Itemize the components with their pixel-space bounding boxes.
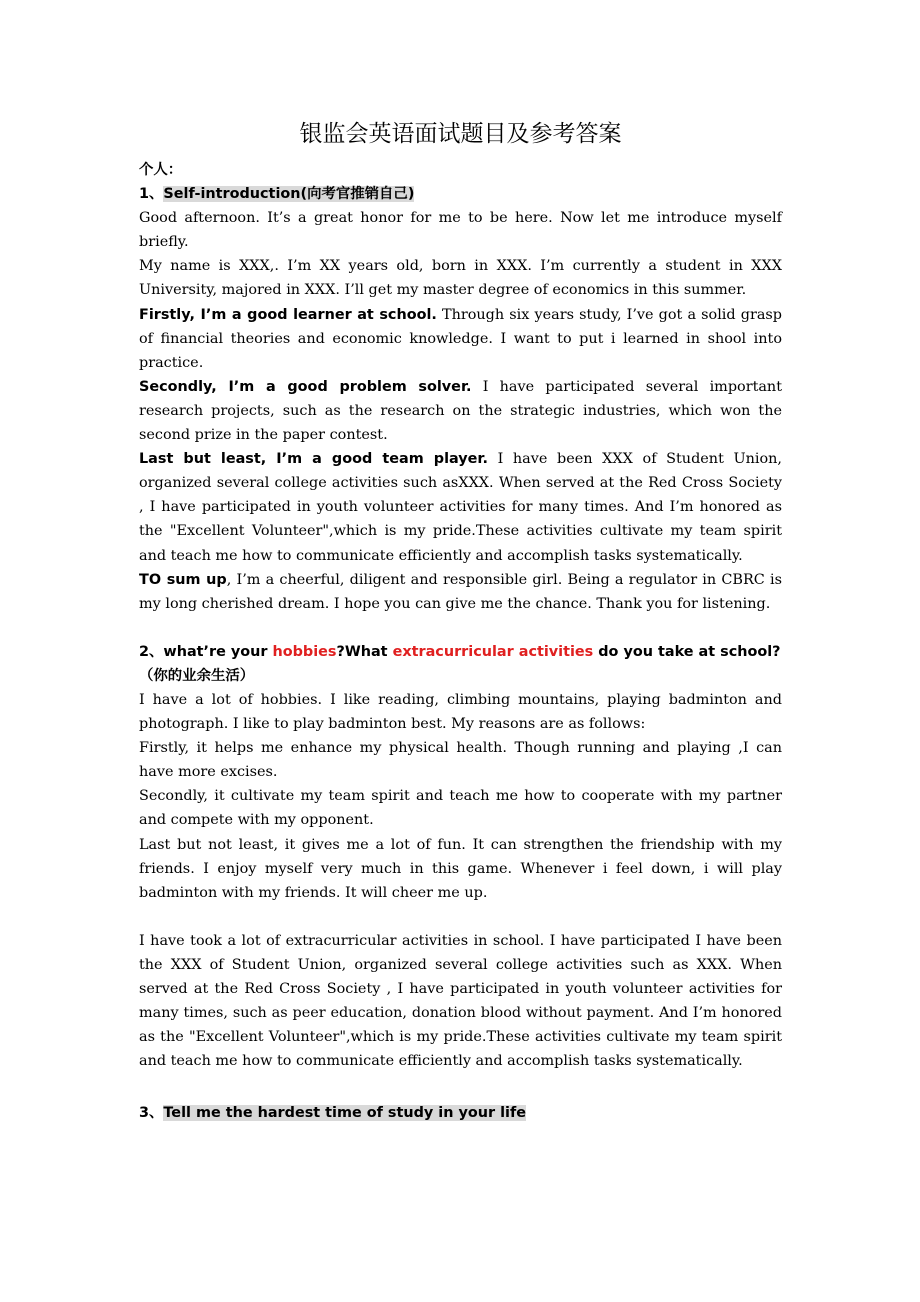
answer-1-paragraph-6-rest: , I’m a cheerful, diligent and responsible girl. Being a regulator in CBRC is my long cherished dream. I hope you can give me the chance. Thank you for listening. bbox=[139, 571, 783, 612]
answer-1-paragraph-1: Good afternoon. It’s a great honor for me to be here. Now let me introduce myself briefly. bbox=[139, 210, 782, 251]
question-2-part-2: ?What bbox=[336, 643, 393, 660]
document-page bbox=[139, 116, 782, 1125]
answer-1-paragraph-5-lead: Last but least, I’m a good team player. bbox=[139, 451, 488, 468]
answer-1-paragraph-6-lead: TO sum up bbox=[139, 571, 227, 588]
answer-2-paragraph-3: Secondly, it cultivate my team spirit and teach me how to cooperate with my partner and compete with my opponent. bbox=[139, 788, 782, 829]
answer-1-paragraph-3-rest: Through six years study, I’ve got a solid grasp of financial theories and economic knowledge. I want to put i learned in shool into practice. bbox=[139, 306, 782, 371]
question-2-extracurricular: extracurricular activities bbox=[392, 643, 594, 660]
answer-1-paragraph-3-lead: Firstly, I’m a good learner at school. bbox=[139, 306, 437, 323]
answer-2-paragraph-5: I have took a lot of extracurricular activities in school. I have participated I have been the XXX of Student Union, organized several college activities such as XXX. When served at the Red Cross Society , I have participated in youth volunteer activities for many times, such as peer education, donation blood without payment. And I’m honored as the "Excellent Volunteer",which is my pride.These activities cultivate my team spirit and teach me how to communicate efficiently and accomplish tasks systematically. bbox=[139, 932, 782, 1070]
question-3-text: Tell me the hardest time of study in your life bbox=[163, 1105, 526, 1122]
answer-2-paragraph-4: Last but not least, it gives me a lot of fun. It can strengthen the friendship with my friends. I enjoy myself very much in this game. Whenever i feel down, i will play badminton with my friends. It will cheer me up. bbox=[139, 836, 782, 901]
spacer bbox=[139, 1073, 782, 1101]
document-title: 银监会英语面试题目及参考答案 bbox=[299, 121, 622, 147]
answer-2-paragraph-2: Firstly, it helps me enhance my physical health. Though running and playing ,I can have more excises. bbox=[139, 740, 782, 781]
answer-1-paragraph-6 bbox=[139, 568, 782, 616]
question-2 bbox=[139, 640, 782, 688]
section-label: 个人： bbox=[139, 162, 183, 178]
question-2-number: 2、 bbox=[139, 643, 164, 660]
spacer bbox=[139, 616, 782, 640]
answer-1-paragraph-4-lead: Secondly, I’m a good problem solver. bbox=[139, 378, 472, 395]
question-2-hobbies: hobbies bbox=[272, 643, 337, 660]
spacer bbox=[139, 905, 782, 929]
question-2-part-1: what’re your bbox=[163, 643, 273, 660]
answer-1-paragraph-4 bbox=[139, 375, 782, 447]
answer-2-paragraph-1: I have a lot of hobbies. I like reading, climbing mountains, playing badminton and photograph. I like to play badminton best. My reasons are as follows: bbox=[139, 691, 782, 733]
answer-1-paragraph-3 bbox=[139, 303, 782, 375]
question-1 bbox=[139, 182, 782, 206]
answer-1-paragraph-5 bbox=[139, 447, 782, 567]
answer-1-paragraph-5-rest: I have been XXX of Student Union, organized several college activities such asXXX. When served at the Red Cross Society , I have participated in youth volunteer activities for many times. And I’m honored as the "Excellent Volunteer",which is my pride.These activities cultivate my team spirit and teach me how to communicate efficiently and accomplish tasks systematically. bbox=[139, 451, 782, 564]
question-3-number: 3、 bbox=[139, 1105, 164, 1122]
question-1-text: Self-introduction(向考官推销自己) bbox=[163, 186, 415, 203]
answer-1-paragraph-2: My name is XXX,. I’m XX years old, born in XXX. I’m currently a student in XXX University, majored in XXX. I’ll get my master degree of economics in this summer. bbox=[139, 258, 782, 299]
question-2-part-3: do you take at school?（你的业余生活） bbox=[139, 643, 781, 684]
question-3 bbox=[139, 1101, 782, 1125]
question-1-number: 1、 bbox=[139, 186, 164, 203]
answer-1-paragraph-4-rest: I have participated several important research projects, such as the research on the strategic industries, which won the second prize in the paper contest. bbox=[139, 378, 782, 444]
